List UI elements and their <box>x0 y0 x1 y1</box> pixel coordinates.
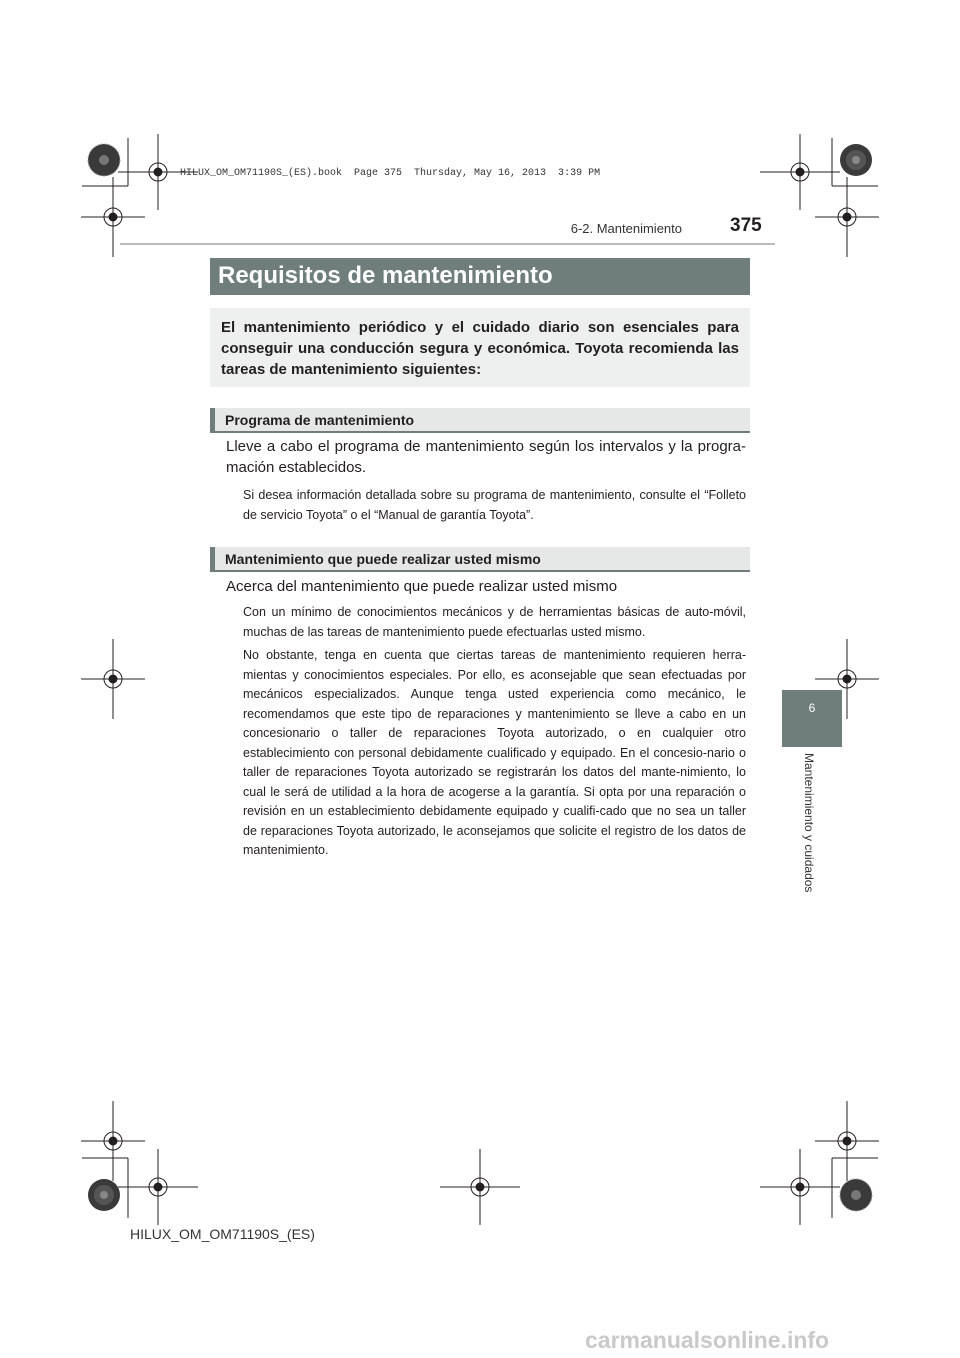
chapter-tab <box>782 690 842 747</box>
section-2-paragraph-2: No obstante, tenga en cuenta que ciertas tareas de mantenimiento requieren herra-mientas y conocimientos especiales. Por ello, es aconsejable que sean efectuadas por mecánicos especializados. Aunque tenga usted experiencia como mecánico, le recomendamos que este tipo de reparaciones y mantenimiento se lleve a cabo en un concesionario o taller de reparaciones Toyota autorizado, o en cualquier otro establecimiento con personal debidamente cualificado y equipado. En el concesio-nario o taller de reparaciones Toyota autorizado se registrarán los datos del mante-nimiento, lo cual le será de utilidad a la hora de acogerse a la garantía. Si opta por una reparación o revisión en un establecimiento debidamente equipado y cualifi-cado que no sea un taller de reparaciones Toyota autorizado, le aconsejamos que solicite el registro de los datos de mantenimiento. <box>243 648 746 857</box>
section-1-paragraph: Si desea información detallada sobre su programa de mantenimiento, consulte el “Folleto de servicio Toyota” o el “Manual de garantía Toyota”. <box>243 488 746 522</box>
footer-doc-id: HILUX_OM_OM71190S_(ES) <box>130 1226 315 1242</box>
chapter-label: Mantenimiento y cuidados <box>802 753 816 893</box>
page-title: Requisitos de mantenimiento <box>218 262 553 289</box>
section-2-paragraph-1: Con un mínimo de conocimientos mecánicos y de herramientas básicas de auto-móvil, muchas de las tareas de mantenimiento puede efectuarlas usted mismo. <box>243 605 746 639</box>
chapter-number: 6 <box>808 701 816 715</box>
subheading-1: Programa de mantenimiento <box>225 412 415 428</box>
running-header-section: 6-2. Mantenimiento <box>570 221 682 236</box>
section-1-lead: Lleve a cabo el programa de mantenimiento según los intervalos y la progra-mación establecidos. <box>226 438 746 476</box>
watermark: carmanualsonline.info <box>585 1327 830 1353</box>
section-2-lead: Acerca del mantenimiento que puede realizar usted mismo <box>226 578 618 595</box>
intro-text: El mantenimiento periódico y el cuidado diario son esenciales para conseguir una conducción segura y económica. Toyota recomienda las tareas de mantenimiento siguientes: <box>221 319 739 378</box>
header-rule <box>120 243 775 245</box>
print-info: HILUX_OM_OM71190S_(ES).book Page 375 Thursday, May 16, 2013 3:39 PM <box>180 168 601 179</box>
subheading-2: Mantenimiento que puede realizar usted mismo <box>225 551 541 567</box>
page-number: 375 <box>730 215 762 236</box>
